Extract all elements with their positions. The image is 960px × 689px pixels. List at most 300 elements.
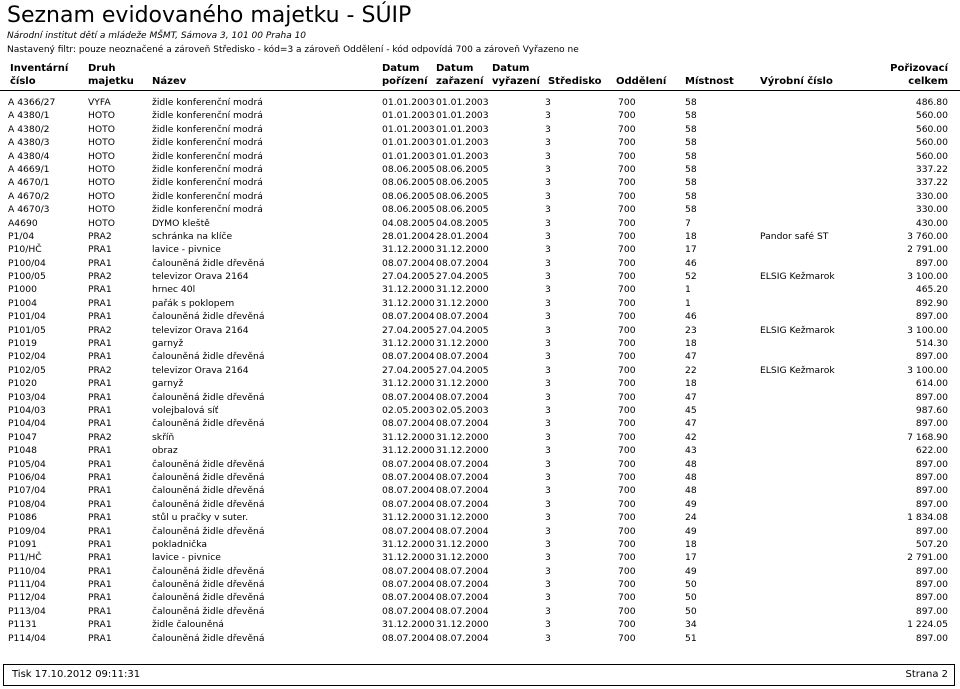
cell-datum-zarazeni: 08.07.2004 [436,498,489,510]
cell-inventarni-cislo: P1086 [8,512,37,524]
cell-stredisko: 3 [545,271,551,283]
cell-inventarni-cislo: P109/04 [8,525,46,537]
cell-nazev: DYMO kleště [152,217,210,229]
table-row [0,350,960,363]
cell-inventarni-cislo: P103/04 [8,391,46,403]
cell-druh-majetku: PRA1 [88,485,112,497]
cell-oddeleni: 700 [618,217,636,229]
cell-mistnost: 48 [685,485,697,497]
cell-nazev: garnyž [152,378,184,390]
cell-nazev: televizor Orava 2164 [152,364,249,376]
cell-druh-majetku: HOTO [88,110,115,122]
cell-inventarni-cislo: P110/04 [8,565,46,577]
table-row [0,270,960,283]
cell-druh-majetku: PRA2 [88,230,112,242]
cell-porizovaci-cena: 897.00 [915,592,948,604]
cell-nazev: židle konferenční modrá [152,163,263,175]
cell-oddeleni: 700 [618,525,636,537]
cell-datum-porizeni: 08.07.2004 [382,605,435,617]
cell-datum-zarazeni: 08.07.2004 [436,458,489,470]
cell-oddeleni: 700 [618,538,636,550]
cell-inventarni-cislo: A 4670/2 [8,190,50,202]
cell-porizovaci-cena: 897.00 [915,458,948,470]
cell-nazev: čalouněná židle dřevěná [152,592,265,604]
cell-datum-zarazeni: 08.06.2005 [436,190,489,202]
cell-mistnost: 18 [685,230,697,242]
cell-mistnost: 47 [685,351,697,363]
cell-mistnost: 52 [685,271,697,283]
cell-inventarni-cislo: P111/04 [8,579,46,591]
cell-oddeleni: 700 [618,338,636,350]
cell-stredisko: 3 [545,364,551,376]
cell-inventarni-cislo: P1/04 [8,230,35,242]
table-row [0,605,960,618]
cell-stredisko: 3 [545,324,551,336]
cell-inventarni-cislo: P101/04 [8,311,46,323]
cell-oddeleni: 700 [618,97,636,108]
table-row [0,150,960,163]
cell-nazev: stůl u pračky v suter. [152,512,249,524]
cell-porizovaci-cena: 897.00 [915,485,948,497]
cell-datum-porizeni: 08.07.2004 [382,418,435,430]
cell-datum-zarazeni: 04.08.2005 [436,217,489,229]
cell-porizovaci-cena: 1 224.05 [907,619,948,631]
cell-datum-zarazeni: 31.12.2000 [436,378,489,390]
table-row [0,525,960,538]
cell-oddeleni: 700 [618,177,636,189]
cell-druh-majetku: HOTO [88,163,115,175]
cell-datum-zarazeni: 31.12.2000 [436,244,489,256]
cell-oddeleni: 700 [618,552,636,564]
cell-datum-zarazeni: 31.12.2000 [436,552,489,564]
cell-stredisko: 3 [545,244,551,256]
table-row [0,484,960,497]
cell-datum-porizeni: 31.12.2000 [382,512,435,524]
cell-stredisko: 3 [545,592,551,604]
cell-nazev: židle konferenční modrá [152,110,263,122]
cell-stredisko: 3 [545,404,551,416]
cell-porizovaci-cena: 897.00 [915,498,948,510]
cell-druh-majetku: PRA1 [88,351,112,363]
cell-datum-zarazeni: 08.07.2004 [436,525,489,537]
cell-datum-zarazeni: 08.07.2004 [436,592,489,604]
cell-oddeleni: 700 [618,137,636,149]
cell-druh-majetku: PRA2 [88,271,112,283]
cell-nazev: pařák s poklopem [152,297,235,309]
cell-druh-majetku: PRA1 [88,391,112,403]
cell-inventarni-cislo: P100/04 [8,257,46,269]
cell-druh-majetku: HOTO [88,137,115,149]
cell-stredisko: 3 [545,297,551,309]
table-row [0,458,960,471]
cell-datum-porizeni: 31.12.2000 [382,445,435,457]
cell-nazev: pokladnička [152,538,208,550]
cell-datum-porizeni: 31.12.2000 [382,297,435,309]
cell-datum-zarazeni: 01.01.2003 [436,110,489,122]
cell-stredisko: 3 [545,552,551,564]
cell-porizovaci-cena: 430.00 [915,217,948,229]
cell-stredisko: 3 [545,150,551,162]
cell-oddeleni: 700 [618,311,636,323]
cell-mistnost: 18 [685,338,697,350]
cell-stredisko: 3 [545,204,551,216]
cell-nazev: lavice - pivnice [152,244,221,256]
cell-nazev: televizor Orava 2164 [152,324,249,336]
cell-mistnost: 45 [685,404,697,416]
cell-stredisko: 3 [545,471,551,483]
cell-porizovaci-cena: 3 100.00 [907,364,948,376]
cell-datum-zarazeni: 08.07.2004 [436,418,489,430]
cell-porizovaci-cena: 514.30 [915,338,948,350]
cell-inventarni-cislo: P101/05 [8,324,46,336]
cell-datum-zarazeni: 01.01.2003 [436,137,489,149]
cell-inventarni-cislo: A 4380/2 [8,123,50,135]
cell-stredisko: 3 [545,619,551,631]
cell-nazev: čalouněná židle dřevěná [152,565,265,577]
cell-datum-zarazeni: 01.01.2003 [436,150,489,162]
header-inventarni-cislo: Inventární číslo [10,63,69,87]
cell-oddeleni: 700 [618,271,636,283]
cell-stredisko: 3 [545,445,551,457]
cell-mistnost: 34 [685,619,697,631]
cell-nazev: hrnec 40l [152,284,196,296]
cell-vyrobni-cislo: ELSIG Kežmarok [760,324,835,336]
cell-druh-majetku: PRA1 [88,244,112,256]
cell-druh-majetku: PRA1 [88,471,112,483]
cell-druh-majetku: PRA1 [88,538,112,550]
cell-mistnost: 51 [685,632,697,644]
cell-porizovaci-cena: 897.00 [915,418,948,430]
header-druh-majetku: Druh majetku [88,63,134,87]
cell-druh-majetku: HOTO [88,217,115,229]
page-footer [3,664,955,686]
cell-datum-porizeni: 08.07.2004 [382,351,435,363]
cell-porizovaci-cena: 7 168.90 [907,431,948,443]
table-row [0,444,960,457]
cell-datum-porizeni: 31.12.2000 [382,619,435,631]
cell-datum-porizeni: 08.07.2004 [382,525,435,537]
cell-druh-majetku: PRA1 [88,418,112,430]
table-row [0,123,960,136]
cell-druh-majetku: PRA1 [88,592,112,604]
table-row [0,551,960,564]
header-vyrobni-cislo: Výrobní číslo [760,76,833,87]
table-row [0,417,960,430]
table-row [0,511,960,524]
cell-oddeleni: 700 [618,512,636,524]
cell-datum-zarazeni: 28.01.2004 [436,230,489,242]
filter-description: Nastavený filtr: pouze neoznačené a zároveň Středisko - kód=3 a zároveň Oddělení - kód odpovídá 700 a zároveň Vyřazeno ne [7,45,579,55]
cell-porizovaci-cena: 987.60 [915,404,948,416]
cell-inventarni-cislo: A4690 [8,217,38,229]
table-row [0,230,960,243]
cell-datum-porizeni: 08.07.2004 [382,471,435,483]
cell-inventarni-cislo: P102/04 [8,351,46,363]
cell-datum-zarazeni: 08.07.2004 [436,391,489,403]
cell-datum-porizeni: 08.07.2004 [382,257,435,269]
cell-nazev: židle konferenční modrá [152,177,263,189]
cell-datum-zarazeni: 08.07.2004 [436,351,489,363]
cell-datum-zarazeni: 08.06.2005 [436,204,489,216]
cell-druh-majetku: PRA1 [88,512,112,524]
cell-datum-porizeni: 08.06.2005 [382,204,435,216]
cell-druh-majetku: PRA1 [88,525,112,537]
cell-stredisko: 3 [545,338,551,350]
cell-stredisko: 3 [545,351,551,363]
cell-datum-porizeni: 01.01.2003 [382,97,435,108]
cell-druh-majetku: PRA1 [88,297,112,309]
cell-nazev: čalouněná židle dřevěná [152,579,265,591]
table-row [0,176,960,189]
cell-datum-zarazeni: 08.07.2004 [436,471,489,483]
cell-datum-porizeni: 31.12.2000 [382,431,435,443]
cell-datum-porizeni: 02.05.2003 [382,404,435,416]
cell-datum-zarazeni: 31.12.2000 [436,431,489,443]
cell-porizovaci-cena: 892.90 [915,297,948,309]
cell-vyrobni-cislo: ELSIG Kežmarok [760,364,835,376]
cell-druh-majetku: HOTO [88,150,115,162]
cell-stredisko: 3 [545,512,551,524]
cell-vyrobni-cislo: ELSIG Kežmarok [760,271,835,283]
cell-porizovaci-cena: 337.22 [915,177,948,189]
cell-nazev: židle konferenční modrá [152,97,263,108]
cell-datum-porizeni: 31.12.2000 [382,338,435,350]
cell-porizovaci-cena: 897.00 [915,525,948,537]
cell-stredisko: 3 [545,123,551,135]
cell-porizovaci-cena: 560.00 [915,123,948,135]
cell-nazev: lavice - pivnice [152,552,221,564]
cell-mistnost: 46 [685,311,697,323]
cell-datum-porizeni: 27.04.2005 [382,364,435,376]
cell-mistnost: 49 [685,498,697,510]
cell-datum-porizeni: 08.06.2005 [382,190,435,202]
cell-datum-zarazeni: 31.12.2000 [436,619,489,631]
cell-stredisko: 3 [545,110,551,122]
cell-inventarni-cislo: P1019 [8,338,37,350]
cell-nazev: skříň [152,431,175,443]
cell-mistnost: 17 [685,244,697,256]
cell-oddeleni: 700 [618,498,636,510]
cell-mistnost: 58 [685,150,697,162]
cell-oddeleni: 700 [618,378,636,390]
cell-druh-majetku: PRA1 [88,338,112,350]
cell-druh-majetku: PRA1 [88,565,112,577]
cell-datum-zarazeni: 08.07.2004 [436,257,489,269]
cell-datum-zarazeni: 31.12.2000 [436,512,489,524]
cell-inventarni-cislo: A 4670/1 [8,177,50,189]
cell-datum-porizeni: 08.07.2004 [382,391,435,403]
cell-stredisko: 3 [545,418,551,430]
cell-porizovaci-cena: 897.00 [915,471,948,483]
cell-porizovaci-cena: 897.00 [915,605,948,617]
cell-druh-majetku: PRA1 [88,552,112,564]
cell-druh-majetku: PRA2 [88,364,112,376]
cell-nazev: čalouněná židle dřevěná [152,605,265,617]
cell-inventarni-cislo: P1091 [8,538,37,550]
cell-oddeleni: 700 [618,605,636,617]
cell-mistnost: 1 [685,284,691,296]
cell-mistnost: 49 [685,525,697,537]
cell-oddeleni: 700 [618,150,636,162]
cell-datum-porizeni: 08.07.2004 [382,579,435,591]
cell-druh-majetku: HOTO [88,204,115,216]
cell-stredisko: 3 [545,378,551,390]
cell-mistnost: 17 [685,552,697,564]
cell-datum-porizeni: 08.07.2004 [382,632,435,644]
table-row [0,431,960,444]
cell-mistnost: 47 [685,418,697,430]
table-row [0,243,960,256]
cell-datum-zarazeni: 31.12.2000 [436,297,489,309]
cell-nazev: schránka na klíče [152,230,233,242]
cell-porizovaci-cena: 897.00 [915,565,948,577]
cell-druh-majetku: PRA1 [88,458,112,470]
cell-porizovaci-cena: 897.00 [915,311,948,323]
cell-porizovaci-cena: 1 834.08 [907,512,948,524]
cell-oddeleni: 700 [618,565,636,577]
cell-vyrobni-cislo: Pandor safé ST [760,230,829,242]
cell-stredisko: 3 [545,605,551,617]
cell-datum-zarazeni: 08.06.2005 [436,163,489,175]
cell-oddeleni: 700 [618,431,636,443]
cell-mistnost: 50 [685,579,697,591]
cell-mistnost: 50 [685,605,697,617]
cell-oddeleni: 700 [618,471,636,483]
cell-datum-zarazeni: 31.12.2000 [436,538,489,550]
cell-porizovaci-cena: 560.00 [915,150,948,162]
cell-porizovaci-cena: 897.00 [915,257,948,269]
cell-mistnost: 58 [685,110,697,122]
cell-stredisko: 3 [545,163,551,175]
table-row [0,257,960,270]
print-timestamp: Tisk 17.10.2012 09:11:31 [12,669,141,680]
cell-oddeleni: 700 [618,485,636,497]
cell-oddeleni: 700 [618,391,636,403]
cell-nazev: čalouněná židle dřevěná [152,525,265,537]
cell-datum-porizeni: 31.12.2000 [382,552,435,564]
header-separator [0,90,960,91]
cell-porizovaci-cena: 330.00 [915,190,948,202]
cell-inventarni-cislo: A 4380/3 [8,137,50,149]
cell-oddeleni: 700 [618,123,636,135]
cell-datum-porizeni: 01.01.2003 [382,137,435,149]
cell-inventarni-cislo: P105/04 [8,458,46,470]
cell-inventarni-cislo: P1000 [8,284,37,296]
table-row [0,377,960,390]
table-row [0,163,960,176]
cell-datum-zarazeni: 31.12.2000 [436,284,489,296]
cell-oddeleni: 700 [618,351,636,363]
cell-porizovaci-cena: 3 100.00 [907,324,948,336]
cell-druh-majetku: HOTO [88,190,115,202]
header-oddeleni: Oddělení [616,76,667,87]
report-title: Seznam evidovaného majetku - SÚIP [7,3,412,28]
cell-oddeleni: 700 [618,324,636,336]
cell-mistnost: 50 [685,592,697,604]
cell-stredisko: 3 [545,579,551,591]
cell-mistnost: 42 [685,431,697,443]
cell-inventarni-cislo: P104/03 [8,404,46,416]
cell-stredisko: 3 [545,311,551,323]
cell-porizovaci-cena: 622.00 [915,445,948,457]
cell-oddeleni: 700 [618,632,636,644]
cell-stredisko: 3 [545,391,551,403]
cell-mistnost: 48 [685,458,697,470]
cell-mistnost: 47 [685,391,697,403]
cell-nazev: čalouněná židle dřevěná [152,498,265,510]
cell-mistnost: 58 [685,123,697,135]
cell-porizovaci-cena: 3 100.00 [907,271,948,283]
cell-oddeleni: 700 [618,257,636,269]
cell-datum-zarazeni: 08.07.2004 [436,565,489,577]
cell-datum-porizeni: 08.06.2005 [382,177,435,189]
cell-porizovaci-cena: 560.00 [915,110,948,122]
cell-druh-majetku: VYFA [88,97,111,108]
cell-stredisko: 3 [545,284,551,296]
cell-inventarni-cislo: P114/04 [8,632,46,644]
cell-porizovaci-cena: 2 791.00 [907,244,948,256]
cell-datum-porizeni: 31.12.2000 [382,538,435,550]
cell-datum-porizeni: 08.07.2004 [382,458,435,470]
cell-inventarni-cislo: P100/05 [8,271,46,283]
cell-datum-porizeni: 08.07.2004 [382,565,435,577]
table-row [0,283,960,296]
cell-oddeleni: 700 [618,244,636,256]
cell-porizovaci-cena: 897.00 [915,579,948,591]
cell-druh-majetku: PRA1 [88,619,112,631]
cell-porizovaci-cena: 897.00 [915,351,948,363]
cell-datum-porizeni: 27.04.2005 [382,271,435,283]
cell-datum-porizeni: 01.01.2003 [382,150,435,162]
table-row [0,203,960,216]
cell-porizovaci-cena: 507.20 [915,538,948,550]
cell-stredisko: 3 [545,137,551,149]
table-row [0,404,960,417]
cell-oddeleni: 700 [618,418,636,430]
cell-oddeleni: 700 [618,284,636,296]
cell-nazev: židle konferenční modrá [152,137,263,149]
cell-datum-zarazeni: 01.01.2003 [436,123,489,135]
cell-druh-majetku: PRA1 [88,445,112,457]
cell-inventarni-cislo: P112/04 [8,592,46,604]
cell-inventarni-cislo: P113/04 [8,605,46,617]
cell-datum-zarazeni: 08.07.2004 [436,605,489,617]
cell-datum-porizeni: 31.12.2000 [382,378,435,390]
cell-nazev: čalouněná židle dřevěná [152,351,265,363]
table-row [0,136,960,149]
cell-druh-majetku: HOTO [88,123,115,135]
cell-nazev: čalouněná židle dřevěná [152,485,265,497]
cell-oddeleni: 700 [618,204,636,216]
cell-nazev: čalouněná židle dřevěná [152,471,265,483]
table-row [0,324,960,337]
cell-stredisko: 3 [545,431,551,443]
cell-nazev: židle konferenční modrá [152,123,263,135]
cell-druh-majetku: PRA1 [88,257,112,269]
cell-mistnost: 58 [685,137,697,149]
cell-datum-porizeni: 31.12.2000 [382,244,435,256]
header-nazev: Název [152,76,187,87]
header-porizovaci-cena: Pořizovací celkem [890,63,948,87]
cell-stredisko: 3 [545,458,551,470]
cell-inventarni-cislo: A 4670/3 [8,204,50,216]
cell-datum-porizeni: 08.06.2005 [382,163,435,175]
cell-mistnost: 1 [685,297,691,309]
cell-stredisko: 3 [545,525,551,537]
cell-druh-majetku: PRA1 [88,632,112,644]
cell-datum-zarazeni: 08.07.2004 [436,632,489,644]
cell-oddeleni: 700 [618,190,636,202]
